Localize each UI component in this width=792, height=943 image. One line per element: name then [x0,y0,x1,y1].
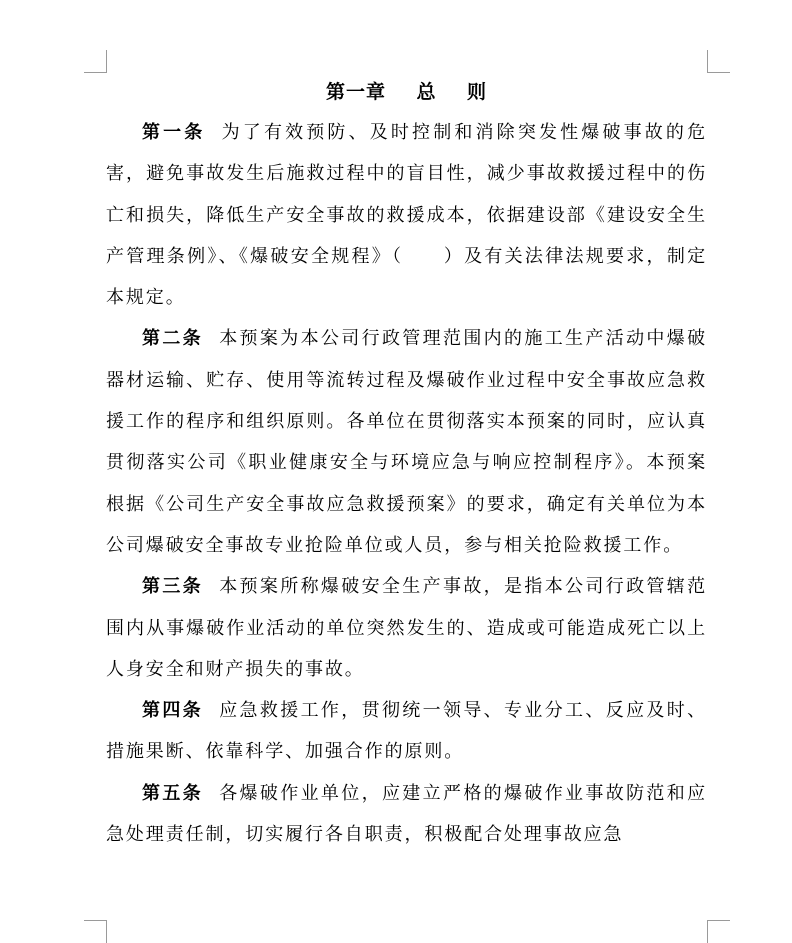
article-label: 第五条 [142,782,204,804]
article-2 [106,318,707,566]
article-text: 本预案为本公司行政管理范围内的施工生产活动中爆破器材运输、贮存、使用等流转过程及爆破作业过程中安全事故应急救援工作的程序和组织原则。各单位在贯彻落实本预案的同时，应认真贯彻落实公司《职业健康安全与环境应急与响应控制程序》。本预案根据《公司生产安全事故应急救援预案》的要求，确定有关单位为本公司爆破安全事故专业抢险单位或人员，参与相关抢险救援工作。 [106,328,707,556]
page-corner-mark-top-left [84,50,107,73]
article-1 [106,112,707,318]
page-corner-mark-bottom-right [707,920,730,943]
article-label: 第三条 [142,576,204,598]
article-text: 本预案所称爆破安全生产事故，是指本公司行政管辖范围内从事爆破作业活动的单位突然发生的、造成或可能造成死亡以上人身安全和财产损失的事故。 [106,576,707,680]
article-label: 第四条 [142,700,204,722]
article-4 [106,690,707,773]
article-text: 各爆破作业单位，应建立严格的爆破作业事故防范和应急处理责任制，切实履行各自职责，积极配合处理事故应急 [106,782,707,846]
page-corner-mark-top-right [707,50,730,73]
article-text: 应急救援工作，贯彻统一领导、专业分工、反应及时、措施果断、依靠科学、加强合作的原则。 [106,700,707,763]
page-corner-mark-bottom-left [84,920,107,943]
article-label: 第二条 [142,328,204,350]
article-label: 第一条 [142,122,206,143]
article-5 [106,773,707,856]
document-page-body [106,76,707,855]
article-text: 为了有效预防、及时控制和消除突发性爆破事故的危害，避免事故发生后施救过程中的盲目性，减少事故救援过程中的伤亡和损失，降低生产安全事故的救援成本，依据建设部《建设安全生产管理条例》、《爆破安全规程》（ ）及有关法律法规要求，制定本规定。 [106,122,707,309]
chapter-title: 第一章 总 则 [326,81,487,103]
article-3 [106,566,707,690]
